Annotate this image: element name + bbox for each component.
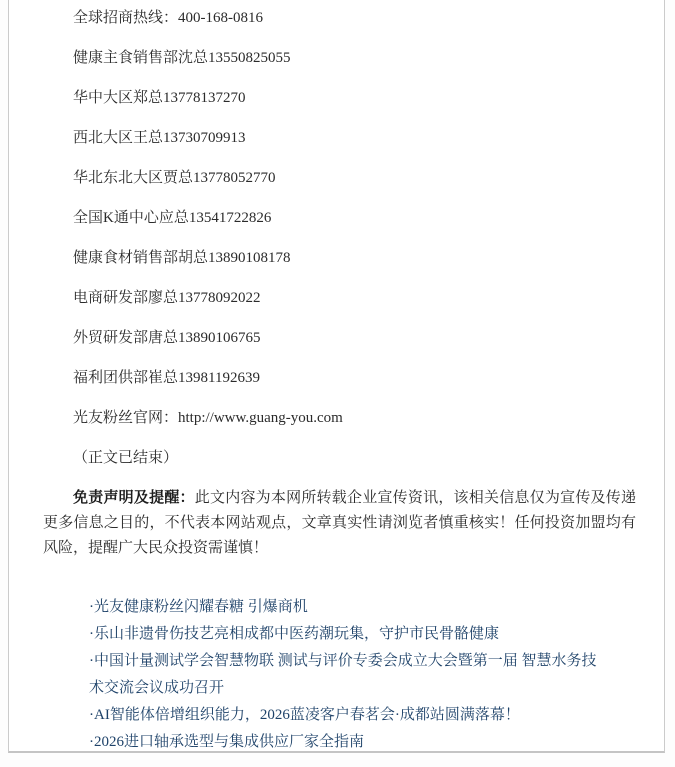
contact-line: 全国K通中心应总13541722826: [73, 210, 272, 226]
disclaimer-body: 此文内容为本网所转载企业宣传资讯，该相关信息仅为宣传及传递更多信息之目的，不代表本网站观点，文章真实性请浏览者慎重核实！任何投资加盟均有风险，提醒广大民众投资需谨慎！: [43, 490, 636, 556]
contact-line: 健康食材销售部胡总13890108178: [73, 250, 291, 266]
related-link[interactable]: ·2026进口轴承选型与集成供应厂家全指南: [89, 734, 364, 750]
contact-line: 西北大区王总13730709913: [73, 130, 246, 146]
disclaimer-title: 免责声明及提醒：: [73, 490, 195, 506]
related-links-section: [43, 594, 636, 756]
contact-line: 福利团供部崔总13981192639: [73, 370, 260, 386]
related-link[interactable]: ·乐山非遗骨伤技艺亮相成都中医药潮玩集，守护市民骨骼健康: [89, 626, 499, 642]
contact-line: 华北东北大区贾总13778052770: [73, 170, 276, 186]
contact-line: 华中大区郑总13778137270: [73, 90, 246, 106]
article-page: [8, 0, 665, 753]
related-link[interactable]: ·光友健康粉丝闪耀春糖 引爆商机: [89, 599, 308, 615]
contact-line-hotline: 全球招商热线：400-168-0816: [73, 10, 263, 26]
contact-line: 外贸研发部唐总13890106765: [73, 330, 261, 346]
related-link[interactable]: ·AI智能体倍增组织能力，2026蓝凌客户春茗会·成都站圆满落幕！: [89, 707, 520, 723]
contact-line-website: 光友粉丝官网：http://www.guang-you.com: [73, 410, 343, 426]
contact-line: 健康主食销售部沈总13550825055: [73, 50, 291, 66]
contact-line: 电商研发部廖总13778092022: [73, 290, 261, 306]
article-end-note: （正文已结束）: [73, 450, 179, 466]
disclaimer: [43, 486, 636, 561]
related-link[interactable]: ·中国计量测试学会智慧物联 测试与评价专委会成立大会暨第一届 智慧水务技术交流会议成功召开: [89, 653, 597, 696]
